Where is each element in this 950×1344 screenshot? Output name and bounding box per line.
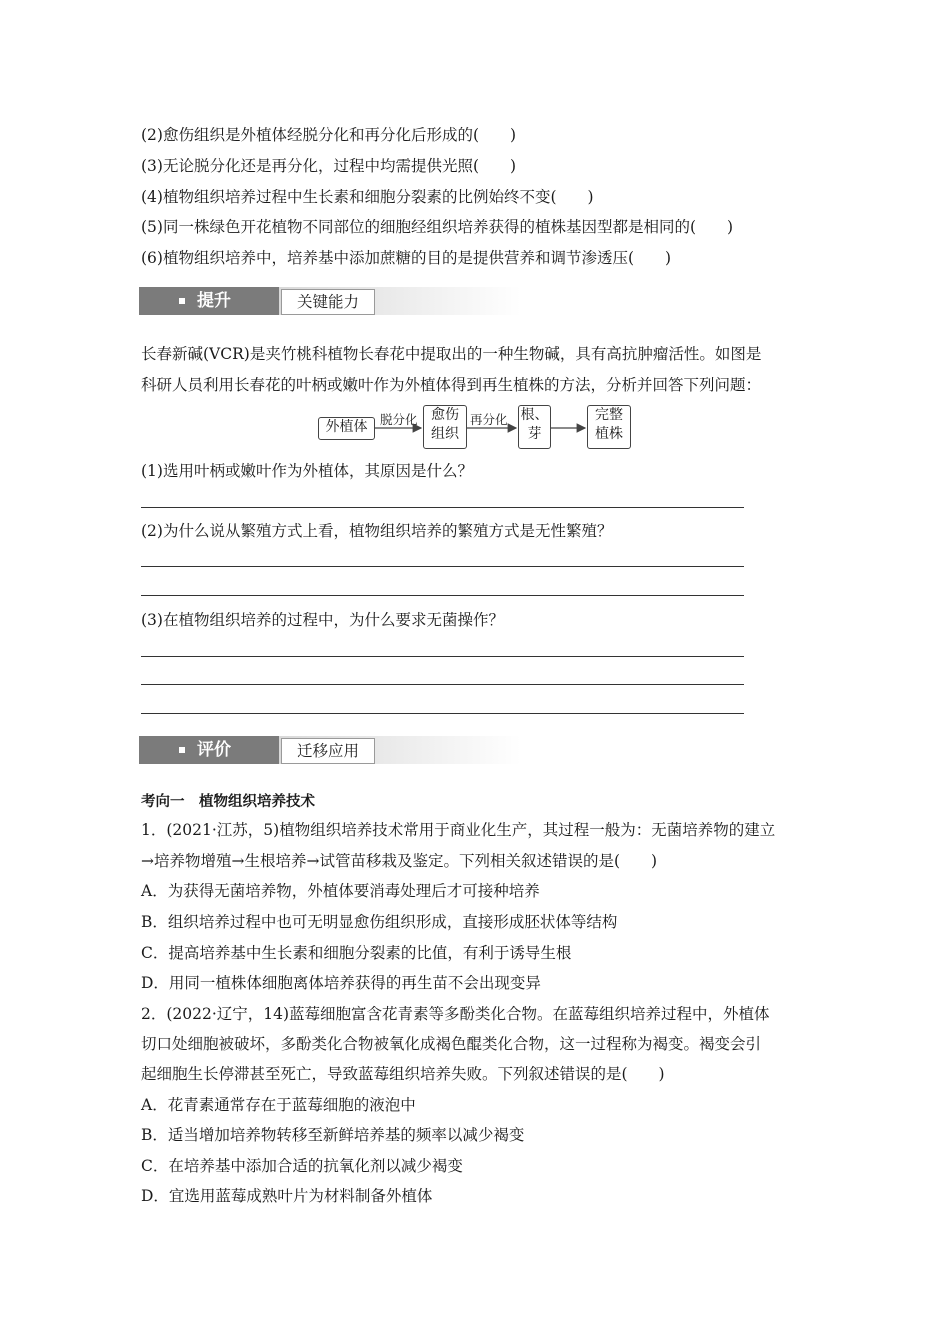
- exam-q1-option-c: C．提高培养基中生长素和细胞分裂素的比值，有利于诱导生根: [141, 944, 572, 962]
- intro-line-2: 科研人员利用长春花的叶柄或嫩叶作为外植体得到再生植株的方法，分析并回答下列问题：: [141, 376, 762, 394]
- exam-q2-line-1: 2．(2022·辽宁，14)蓝莓细胞富含花青素等多酚类化合物。在蓝莓组织培养过程中，外植体: [141, 1005, 770, 1023]
- question-3: (3)在植物组织培养的过程中，为什么要求无菌操作？: [141, 611, 504, 629]
- exam-q2-line-3: 起细胞生长停滞甚至死亡，导致蓝莓组织培养失败。下列叙述错误的是( ): [141, 1065, 665, 1083]
- answer-line-6[interactable]: [141, 713, 744, 714]
- answer-line-5[interactable]: [141, 684, 744, 685]
- flow-arrows: [0, 0, 950, 470]
- judge-item-2: (2)愈伤组织是外植体经脱分化和再分化后形成的( ): [141, 126, 517, 144]
- section-heading: 考向一 植物组织培养技术: [141, 794, 315, 810]
- answer-line-4[interactable]: [141, 656, 744, 657]
- exam-q2-line-2: 切口处细胞被破坏，多酚类化合物被氧化成褐色醌类化合物，这一过程称为褐变。褐变会引: [141, 1035, 762, 1053]
- flow-box-root-bud-line1: 根、: [520, 407, 549, 423]
- question-2: (2)为什么说从繁殖方式上看，植物组织培养的繁殖方式是无性繁殖？: [141, 522, 613, 540]
- flow-box-callus-line1: 愈伤: [431, 407, 459, 423]
- flow-box-callus-line2: 组织: [431, 426, 459, 442]
- judge-item-4: (4)植物组织培养过程中生长素和细胞分裂素的比例始终不变( ): [141, 188, 594, 206]
- answer-line-1[interactable]: [141, 507, 744, 508]
- answer-line-2[interactable]: [141, 566, 744, 567]
- judge-item-5: (5)同一株绿色开花植物不同部位的细胞经组织培养获得的植株基因型都是相同的( ): [141, 218, 734, 236]
- banner-sub-label: 迁移应用: [281, 738, 375, 764]
- flow-arrow-label-dedifferentiation: 脱分化: [380, 412, 418, 427]
- exam-q2-option-a: A．花青素通常存在于蓝莓细胞的液泡中: [141, 1096, 416, 1114]
- exam-q2-option-c: C．在培养基中添加合适的抗氧化剂以减少褐变: [141, 1157, 463, 1175]
- exam-q1-option-d: D．用同一植株体细胞离体培养获得的再生苗不会出现变异: [141, 974, 541, 992]
- banner-sub-label: 关键能力: [281, 289, 375, 315]
- banner-main-label: 提升: [197, 291, 231, 311]
- intro-line-1: 长春新碱(VCR)是夹竹桃科植物长春花中提取出的一种生物碱，具有高抗肿瘤活性。如图是: [141, 345, 762, 363]
- answer-line-3[interactable]: [141, 595, 744, 596]
- exam-q1-option-a: A．为获得无菌培养物，外植体要消毒处理后才可接种培养: [141, 882, 540, 900]
- exam-q1-line-2: →培养物增殖→生根培养→试管苗移栽及鉴定。下列相关叙述错误的是( ): [141, 852, 658, 870]
- exam-q1-option-b: B．组织培养过程中也可无明显愈伤组织形成，直接形成胚状体等结构: [141, 913, 618, 931]
- flow-box-whole-plant-line1: 完整: [595, 407, 623, 423]
- exam-q2-option-b: B．适当增加培养物转移至新鲜培养基的频率以减少褐变: [141, 1126, 525, 1144]
- flow-box-explant: 外植体: [318, 417, 375, 440]
- square-bullet-icon: [179, 747, 185, 753]
- judge-item-6: (6)植物组织培养中，培养基中添加蔗糖的目的是提供营养和调节渗透压( ): [141, 249, 672, 267]
- exam-q2-option-d: D．宜选用蓝莓成熟叶片为材料制备外植体: [141, 1187, 433, 1205]
- flow-box-whole-plant-line2: 植株: [595, 426, 623, 442]
- judge-item-3: (3)无论脱分化还是再分化，过程中均需提供光照( ): [141, 157, 517, 175]
- question-1: (1)选用叶柄或嫩叶作为外植体，其原因是什么？: [141, 462, 473, 480]
- flow-box-root-bud-line2: 芽: [527, 426, 542, 442]
- flow-arrow-label-redifferentiation: 再分化: [470, 412, 508, 427]
- section-banner-evaluation: [139, 728, 521, 770]
- banner-main-label: 评价: [197, 740, 231, 760]
- exam-q1-line-1: 1．(2021·江苏，5)植物组织培养技术常用于商业化生产，其过程一般为：无菌培养物的建立: [141, 821, 776, 839]
